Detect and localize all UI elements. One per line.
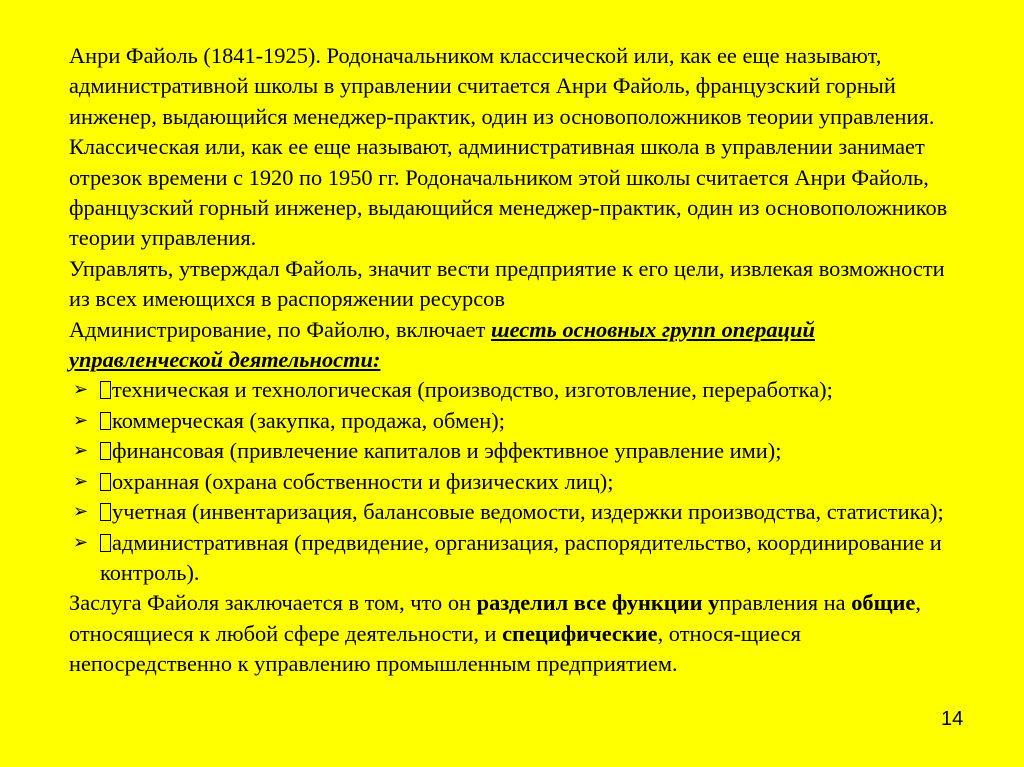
management-definition-paragraph: Управлять, утверждал Файоль, значит вести предприятие к его цели, извлекая возможности из всех имеющихся в распоряжении ресурсов (69, 255, 945, 312)
list-item-text: техническая и технологическая (производство, изготовление, переработка); (112, 377, 833, 403)
missing-glyph-icon (100, 442, 111, 460)
intro-paragraph: Анри Файоль (1841-1925). Родоначальником классической или, как ее еще называют, административной школы в управлении считается Анри Файоль, французский горный инженер, выдающийся менеджер-практик, один из основоположников теории управления. (69, 43, 935, 129)
list-item-text: коммерческая (закупка, продажа, обмен); (112, 407, 505, 433)
classical-school-paragraph: Классическая или, как ее еще называют, административная школа в управлении занимает отрезок времени с 1920 по 1950 гг. Родоначальником этой школы считается Анри Файоль, французский горный инженер, выдающийся менеджер-практик, один из основоположников теории управления. (69, 134, 948, 251)
list-item (69, 406, 969, 436)
missing-glyph-icon (100, 503, 111, 521)
arrow-bullet-icon: ➢ (73, 501, 89, 523)
list-item (69, 436, 969, 466)
arrow-bullet-icon: ➢ (73, 470, 89, 492)
six-groups-emphasis: шесть основных групп операций управленческой деятельности: (69, 316, 815, 373)
list-item-text: административная (предвидение, организация, распорядительство, координирование и контроль). (100, 529, 942, 585)
merit-bold-1: разделил все функции у (476, 590, 720, 616)
list-item (69, 375, 969, 405)
slide-body (69, 41, 969, 680)
administration-lead: Администрирование, по Файолю, включает (69, 316, 491, 342)
list-item (69, 497, 969, 527)
fayol-merit-paragraph (69, 588, 969, 679)
arrow-bullet-icon: ➢ (73, 379, 89, 401)
merit-text-2: правления на (719, 590, 852, 616)
arrow-bullet-icon: ➢ (73, 440, 89, 462)
merit-text-1: Заслуга Файоля заключается в том, что он (69, 590, 477, 616)
list-item (69, 467, 969, 497)
merit-text-4: , относя-щиеся непосредственно к управлению промышленным предприятием. (69, 620, 801, 677)
merit-text-3: , относящиеся к любой сфере деятельности, и (69, 590, 921, 646)
operations-list (69, 375, 969, 588)
merit-bold-general: общие (851, 590, 916, 616)
list-item-text: учетная (инвентаризация, балансовые ведомости, издержки производства, статистика); (112, 499, 944, 525)
list-item (69, 528, 969, 589)
arrow-bullet-icon: ➢ (73, 531, 89, 553)
list-item-text: охранная (охрана собственности и физических лиц); (112, 468, 614, 494)
missing-glyph-icon (100, 381, 111, 399)
missing-glyph-icon (100, 534, 111, 552)
missing-glyph-icon (100, 412, 111, 430)
list-item-text: финансовая (привлечение капиталов и эффективное управление ими); (112, 438, 782, 464)
arrow-bullet-icon: ➢ (73, 409, 89, 431)
page-number: 14 (941, 708, 964, 730)
merit-bold-specific: специфические (502, 620, 658, 646)
missing-glyph-icon (100, 473, 111, 491)
administration-paragraph (69, 315, 969, 376)
